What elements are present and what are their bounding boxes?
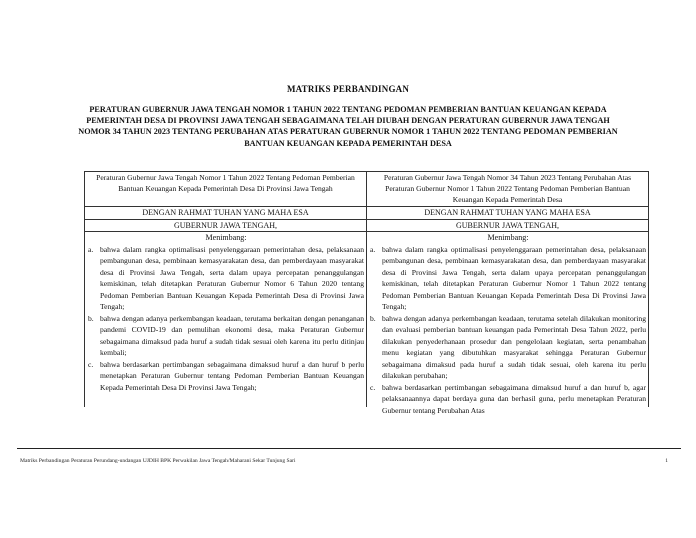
right-opening: DENGAN RAHMAT TUHAN YANG MAHA ESA <box>367 207 649 220</box>
document-title: MATRIKS PERBANDINGAN <box>286 84 410 94</box>
list-item <box>370 382 646 417</box>
item-text: bahwa berdasarkan pertimbangan sebagaimana dimaksud huruf a dan huruf b perlu menetapkan Peraturan Gubernur tentang Pedoman Pemberian Bantuan Keuangan Kepada Pemerintah Desa Di Provinsi Jawa Tengah; <box>100 359 364 392</box>
left-considering: Menimbang: <box>205 233 247 243</box>
left-opening: DENGAN RAHMAT TUHAN YANG MAHA ESA <box>85 207 367 220</box>
left-official: GUBERNUR JAWA TENGAH, <box>85 219 367 232</box>
item-label: b. <box>88 313 94 323</box>
list-item <box>370 313 646 382</box>
body-row <box>85 232 649 408</box>
item-text: bahwa dengan adanya perkembangan keadaan, terutama berkaitan dengan penanganan pandemi COVID-19 dan pemulihan ekonomi desa, maka Peraturan Gubernur sebagaimana dimaksud pada huruf a sudah tidak sesuai oleh karena itu perlu ditinjau kembali; <box>100 313 364 358</box>
item-label: a. <box>370 244 376 254</box>
list-item <box>370 244 646 313</box>
list-item <box>88 359 364 394</box>
item-label: a. <box>88 244 94 254</box>
right-column-header: Peraturan Gubernur Jawa Tengah Nomor 34 Tahun 2023 Tentang Perubahan Atas Peraturan Gubernur Nomor 1 Tahun 2022 Tentang Pedoman Pemberian Bantuan Keuangan Kepada Pemerintah Desa <box>367 172 649 207</box>
list-item <box>88 244 364 313</box>
official-row <box>85 219 649 232</box>
footer-text: Matriks Perbandingan Peraturan Perundang-undangan UJDIH BPK Perwakilan Jawa Tengah/Maharani Sekar Tunjung Sari <box>20 458 296 464</box>
right-official: GUBERNUR JAWA TENGAH, <box>367 219 649 232</box>
item-label: c. <box>370 382 376 392</box>
comparison-table <box>84 171 649 415</box>
item-text: bahwa dalam rangka optimalisasi penyelenggaraan pemerintahan desa, pelaksanaan pembangunan desa, pembinaan kemasyarakatan desa, dan pemberdayaan masyarakat desa di Provinsi Jawa Tengah, serta dalam upaya percepatan penanggulangan kemiskinan, telah ditetapkan Peraturan Gubernur Nomor 6 Tahun 2020 tentang Pedoman Pemberian Bantuan Keuangan Kepada Pemerintah Desa di Provinsi Jawa Tengah; <box>100 244 364 312</box>
item-label: c. <box>88 359 94 369</box>
right-considering: Menimbang: <box>487 233 529 243</box>
left-items <box>88 244 364 394</box>
right-items <box>370 244 646 417</box>
item-text: bahwa dalam rangka optimalisasi penyelenggaraan pemerintahan desa, pelaksanaan pembangunan desa, pembinaan kemasyarakatan desa, dan pemberdayaan masyarakat desa di Provinsi Jawa Tengah, serta dalam upaya percepatan penanggulangan kemiskinan, telah ditetapkan Peraturan Gubernur Nomor 1 Tahun 2022 tentang Pedoman Pemberian Bantuan Keuangan Kepada Pemerintah Desa Di Provinsi Jawa Tengah; <box>382 244 646 312</box>
page-number: 1 <box>665 458 668 464</box>
list-item <box>88 313 364 359</box>
opening-row <box>85 207 649 220</box>
header-row <box>85 172 649 207</box>
right-body <box>367 232 649 415</box>
item-text: bahwa dengan adanya perkembangan keadaan, terutama setelah dilakukan monitoring dan evaluasi pemberian bantuan keuangan pada Pemerintah Desa Tahun 2022, perlu dilakukan penyederhanaan prosedur dan pengelolaan kegiatan, serta penambahan menu kegiatan yang dibutuhkan masyarakat sehingga Peraturan Gubernur sebagaimana dimaksud pada huruf a sudah tidak sesuai, oleh karena itu perlu dilakukan perubahan; <box>382 313 646 381</box>
item-label: b. <box>370 313 376 323</box>
left-body <box>85 232 367 408</box>
footer-divider <box>17 448 681 449</box>
left-column-header: Peraturan Gubernur Jawa Tengah Nomor 1 Tahun 2022 Tentang Pedoman Pemberian Bantuan Keuangan Kepada Pemerintah Desa Di Provinsi Jawa Tengah <box>85 172 367 207</box>
document-subtitle: PERATURAN GUBERNUR JAWA TENGAH NOMOR 1 TAHUN 2022 TENTANG PEDOMAN PEMBERIAN BANTUAN KEUANGAN KEPADA PEMERINTAH DESA DI PROVINSI JAWA TENGAH SEBAGAIMANA TELAH DIUBAH DENGAN PERATURAN GUBERNUR JAWA TENGAH NOMOR 34 TAHUN 2023 TENTANG PERUBAHAN ATAS PERATURAN GUBERNUR NOMOR 1 TAHUN 2022 TENTANG PEDOMAN PEMBERIAN BANTUAN KEUANGAN KEPADA PEMERINTAH DESA <box>78 105 618 148</box>
item-text: bahwa berdasarkan pertimbangan sebagaimana dimaksud huruf a dan huruf b, agar pelaksanaannya dapat berdaya guna dan berhasil guna, perlu menetapkan Peraturan Gubernur tentang Perubahan Atas <box>382 382 646 415</box>
